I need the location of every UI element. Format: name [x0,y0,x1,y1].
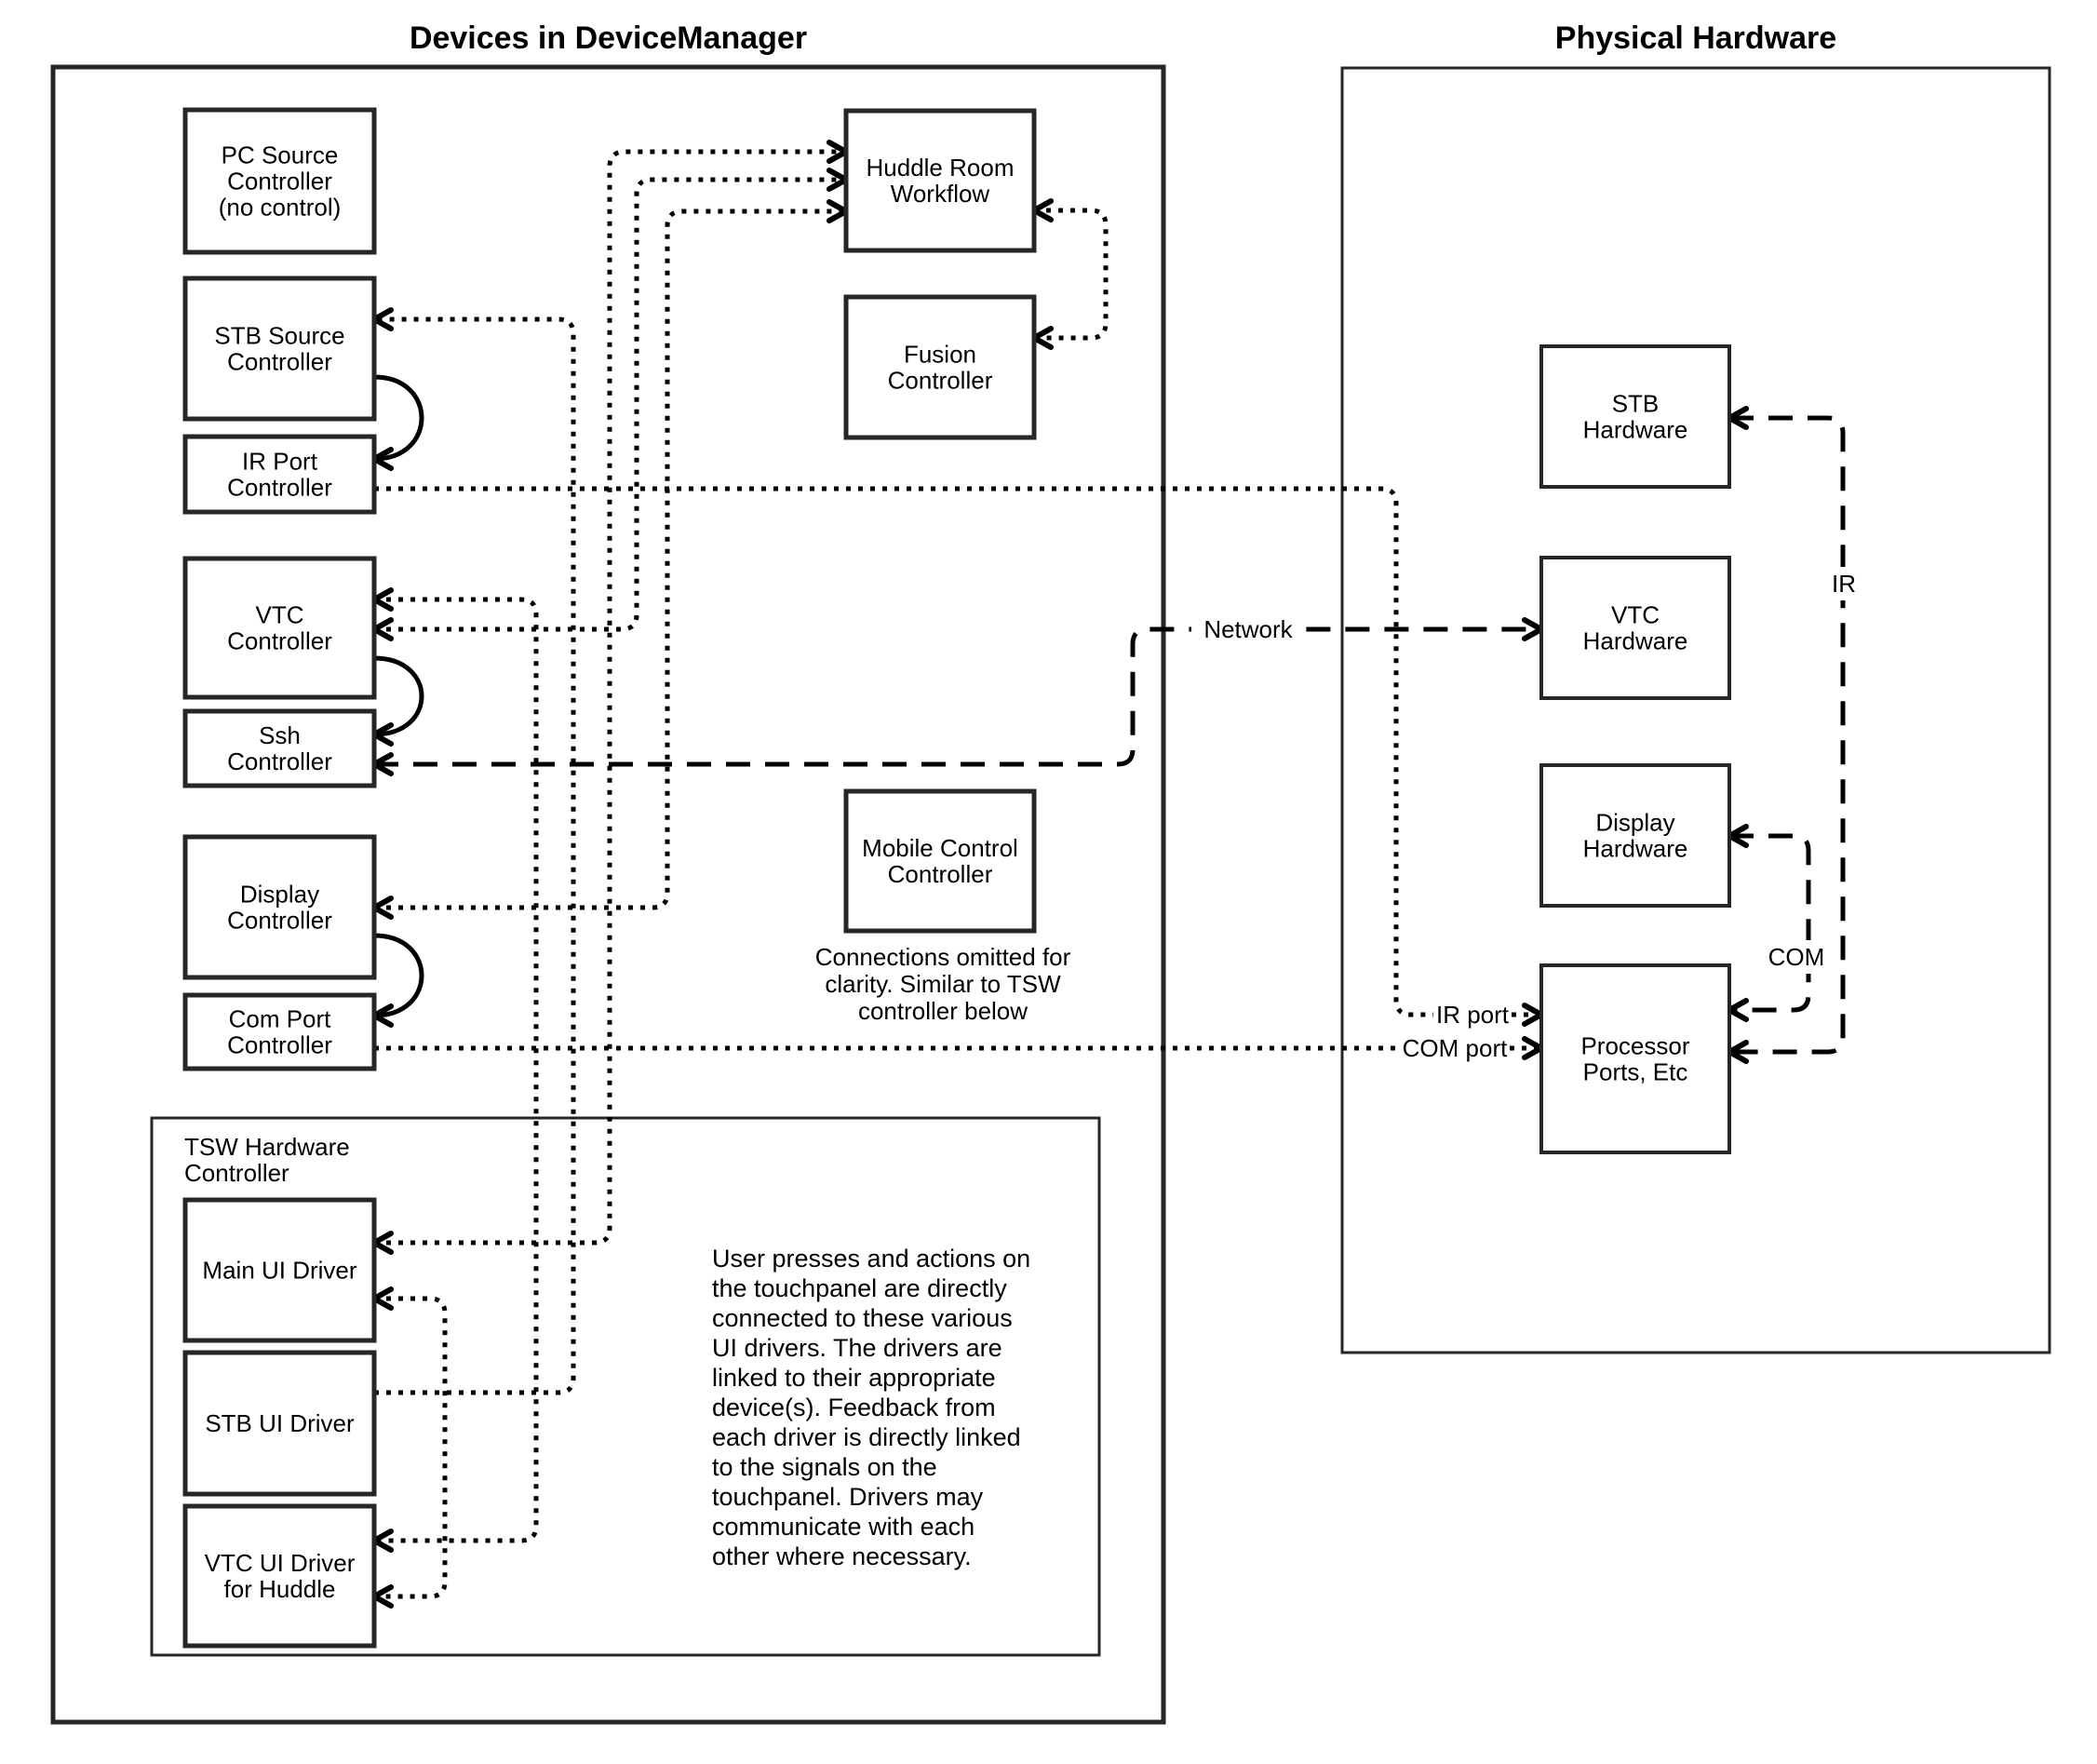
edge-label-ir-label [1823,567,1864,600]
svg-text:COM port: COM port [1402,1034,1508,1062]
text-tsw-description [712,1245,1030,1570]
node-main-ui-driver [185,1200,374,1340]
node-label-com-port-controller: Com Port Controller [227,1004,332,1059]
node-label-mobile-control-controller: Mobile Control Controller [862,834,1018,888]
node-label-ir-port-controller: IR Port Controller [227,447,332,502]
edge-com-hardware-link [1729,836,1808,1010]
node-pc-source-controller [185,110,374,252]
node-label-ssh-controller: Ssh Controller [227,721,332,775]
edge-vtc-to-ssh [374,658,422,734]
node-label-stb-ui-driver: STB UI Driver [205,1409,355,1437]
svg-text:Connections omitted forclarity: Connections omitted for clarity. Similar to TSW controller below [814,943,1071,1025]
node-processor-ports [1541,965,1729,1152]
node-com-port-controller [185,995,374,1069]
node-huddle-room-workflow [846,111,1034,250]
edge-huddle-to-fusion [1034,210,1106,338]
node-vtc-ui-driver [185,1506,374,1646]
svg-text:COM: COM [1768,943,1825,971]
text-tsw-group-label [184,1133,350,1187]
devicemanager-title: Devices in DeviceManager [409,20,808,56]
physical-hardware-title: Physical Hardware [1554,20,1837,56]
edge-label-ir-port-label [1435,999,1510,1030]
edge-label-network-label [1191,613,1305,646]
container-physical-hardware-group [1342,68,2050,1353]
node-label-fusion-controller: Fusion Controller [887,340,993,395]
edge-label-com-port-label [1402,1032,1508,1064]
edge-stb-source-to-ir-port [374,377,422,459]
node-label-stb-hardware: STB Hardware [1582,389,1688,444]
svg-text:Network: Network [1203,615,1293,643]
svg-text:TSW HardwareController: TSW Hardware Controller [184,1133,350,1187]
node-label-display-hardware: Display Hardware [1582,808,1688,863]
node-mobile-control-controller [846,791,1034,931]
node-label-display-controller: Display Controller [227,880,332,935]
node-label-stb-source-controller: STB Source Controller [214,321,345,376]
node-ssh-controller [185,711,374,786]
node-label-vtc-hardware: VTC Hardware [1582,600,1688,655]
node-stb-source-controller [185,278,374,419]
node-vtc-hardware [1541,558,1729,698]
edge-display-to-com-port [374,936,422,1016]
edge-main-ui-to-vtc-ui [374,1299,445,1596]
node-label-vtc-ui-driver: VTC UI Driver for Huddle [204,1549,356,1603]
node-label-main-ui-driver: Main UI Driver [202,1256,357,1285]
node-stb-hardware [1541,346,1729,487]
edge-stb-ui-to-stb-source [374,319,573,1393]
node-fusion-controller [846,297,1034,438]
svg-text:User presses and actions onthe: User presses and actions on the touchpanel are directly connected to these various UI drivers. The drivers are linked to their appropriate device(s). Feedback from each driver is directly linked to the signals on the touchpanel. Drivers may communicate with each other where necessary. [712,1245,1031,1570]
node-label-pc-source-controller: PC Source Controller (no control) [218,141,342,222]
node-ir-port-controller [185,437,374,512]
edge-label-com-label [1757,940,1835,974]
node-label-vtc-controller: VTC Controller [227,600,332,655]
svg-text:IR port: IR port [1435,1001,1510,1029]
edge-vtc-ui-to-vtc-controller [374,599,536,1541]
node-stb-ui-driver [185,1353,374,1494]
text-mobile-note [815,943,1071,1025]
svg-text:IR: IR [1832,570,1856,598]
node-label-processor-ports: Processor Ports, Etc [1580,1031,1690,1086]
edge-main-ui-to-huddle [374,152,846,1243]
node-display-controller [185,837,374,977]
node-display-hardware [1541,765,1729,906]
node-vtc-controller [185,559,374,697]
node-label-huddle-room-workflow: Huddle Room Workflow [866,154,1015,208]
edge-network-link [374,629,1541,764]
edge-ir-port-run [374,489,1433,1015]
